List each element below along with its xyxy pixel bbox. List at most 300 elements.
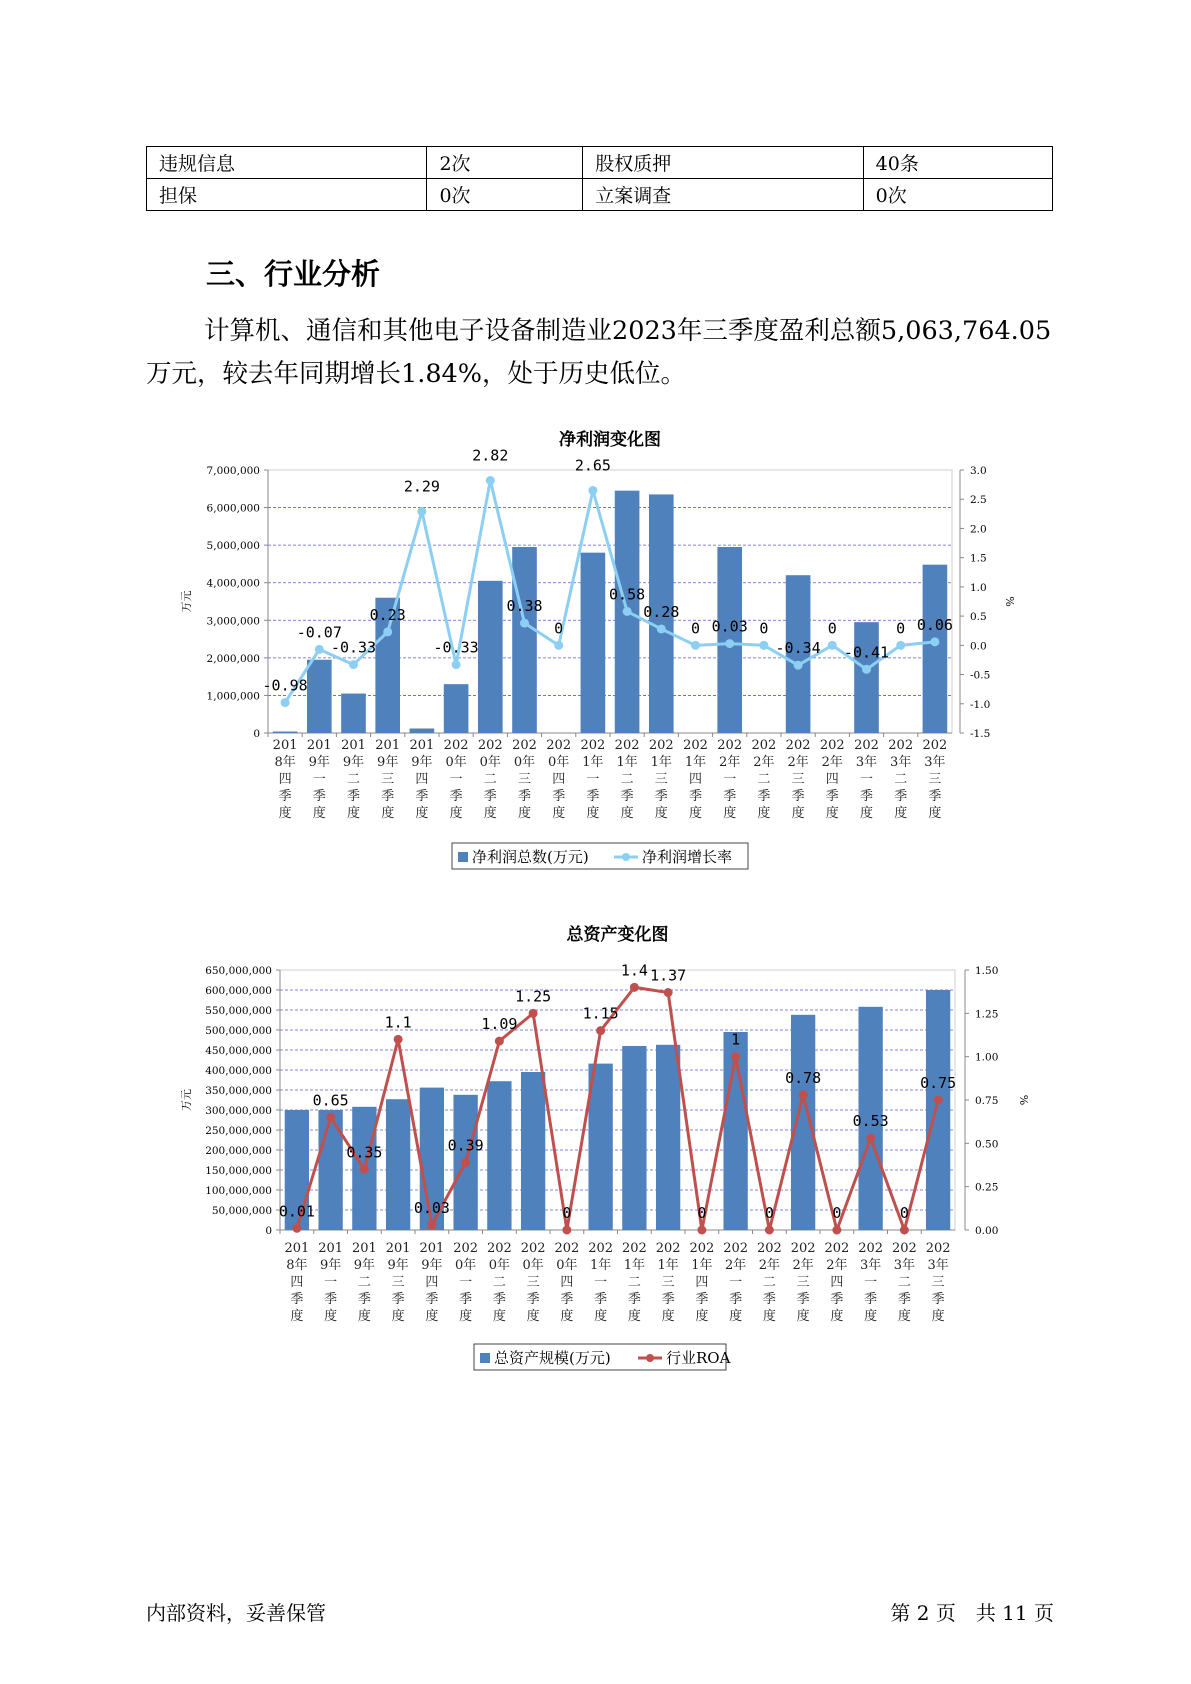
x-tick-label: 201: [375, 738, 401, 753]
footer-note: 内部资料，妥善保管: [146, 1601, 326, 1625]
x-tick-label: 9年: [342, 755, 365, 770]
data-label: 0: [896, 619, 906, 638]
x-tick-label: 三: [381, 772, 395, 787]
table-cell: 0次: [427, 179, 583, 211]
data-label: 1.4: [620, 961, 648, 980]
data-label: 0.58: [609, 585, 646, 604]
data-label: 2.65: [574, 456, 611, 475]
x-tick-label: 2年: [792, 1258, 814, 1273]
x-tick-label: 一: [859, 772, 874, 787]
x-tick-label: 度: [324, 1309, 338, 1324]
data-label: 0.06: [916, 615, 953, 634]
series-point: [315, 645, 324, 654]
y-tick-label: 0: [265, 1225, 272, 1237]
x-tick-label: 202: [785, 738, 811, 753]
x-tick-label: 202: [546, 738, 572, 753]
series-point: [520, 619, 529, 628]
x-tick-label: 度: [757, 806, 771, 821]
series-point: [394, 1035, 403, 1044]
data-label: -0.34: [775, 639, 821, 658]
data-label: 0.39: [447, 1136, 484, 1155]
data-label: 0.75: [920, 1074, 957, 1092]
series-point: [452, 660, 461, 669]
series-point: [765, 1226, 774, 1235]
x-tick-label: 202: [756, 1241, 782, 1256]
x-tick-label: 四: [425, 1275, 439, 1290]
x-tick-label: 2年: [758, 1258, 781, 1273]
y2-tick-label: 3.0: [970, 465, 987, 477]
x-tick-label: 季: [825, 789, 839, 804]
x-tick-label: 季: [312, 789, 326, 804]
x-tick-label: 四: [560, 1275, 574, 1290]
series-point: [529, 1009, 538, 1018]
x-tick-label: 202: [443, 738, 469, 753]
legend-line-marker: [646, 1354, 654, 1362]
x-tick-label: 度: [791, 806, 805, 821]
x-tick-label: 度: [627, 1309, 641, 1324]
bar: [341, 694, 366, 733]
x-tick-label: 四: [290, 1275, 304, 1290]
x-tick-label: 季: [594, 1292, 608, 1307]
x-tick-label: 9年: [387, 1258, 409, 1273]
data-label: 0: [554, 619, 564, 638]
series-point: [691, 641, 700, 650]
x-tick-label: 一: [729, 1275, 743, 1290]
series-point: [554, 641, 563, 650]
x-tick-label: 3年: [924, 755, 946, 770]
x-tick-label: 202: [922, 738, 948, 753]
bar: [307, 660, 332, 733]
x-tick-label: 二: [897, 1275, 911, 1290]
x-tick-label: 度: [552, 806, 566, 821]
series-point: [495, 1037, 504, 1046]
x-tick-label: 202: [683, 738, 708, 753]
x-tick-label: 季: [688, 789, 703, 804]
series-point: [759, 641, 768, 650]
series-point: [623, 607, 632, 616]
series-point: [832, 1226, 841, 1235]
series-point: [896, 641, 905, 650]
y-axis-title: 万元: [180, 590, 193, 613]
x-tick-label: 度: [492, 1309, 506, 1324]
x-tick-label: 一: [312, 772, 326, 787]
x-tick-label: 201: [385, 1241, 411, 1256]
x-tick-label: 度: [425, 1309, 439, 1324]
x-tick-label: 1年: [691, 1258, 713, 1273]
data-label: 0: [759, 619, 769, 638]
x-tick-label: 度: [859, 806, 874, 821]
x-tick-label: 一: [723, 772, 737, 787]
bar: [386, 1099, 410, 1230]
bar: [656, 1045, 680, 1230]
x-tick-label: 度: [762, 1309, 776, 1324]
y2-tick-label: 0.75: [975, 1095, 999, 1107]
x-tick-label: 3年: [855, 755, 878, 770]
data-label: 0: [899, 1204, 909, 1222]
data-label: -0.41: [843, 643, 890, 662]
x-tick-label: 季: [357, 1292, 371, 1307]
y-tick-label: 300,000,000: [205, 1105, 272, 1117]
y2-tick-label: 2.0: [970, 523, 987, 536]
x-tick-label: 度: [897, 1309, 911, 1324]
x-tick-label: 二: [762, 1275, 776, 1290]
x-tick-label: 四: [688, 772, 703, 787]
x-tick-label: 201: [318, 1241, 344, 1256]
x-tick-label: 3年: [890, 755, 912, 770]
x-tick-label: 度: [695, 1309, 709, 1324]
x-tick-label: 度: [357, 1309, 371, 1324]
chart-title: 净利润变化图: [559, 430, 661, 450]
x-tick-label: 季: [324, 1292, 338, 1307]
x-tick-label: 度: [312, 806, 326, 821]
y2-tick-label: 0.25: [975, 1181, 999, 1194]
x-tick-label: 季: [931, 1292, 945, 1307]
x-tick-label: 度: [415, 806, 429, 821]
data-label: 2.82: [472, 446, 509, 465]
series-point: [664, 988, 673, 997]
series-point: [866, 1134, 875, 1143]
x-tick-label: 0年: [488, 1258, 511, 1273]
legend-bar-label: 总资产规模(万元): [494, 1349, 611, 1367]
y-tick-label: 3,000,000: [206, 615, 260, 628]
data-label: 0.35: [346, 1143, 383, 1162]
series-point: [461, 1158, 470, 1167]
x-tick-label: 季: [381, 789, 395, 804]
series-point: [630, 983, 639, 992]
bar: [521, 1072, 545, 1230]
data-label: 1.37: [650, 966, 687, 985]
x-tick-label: 三: [791, 772, 805, 787]
info-table-body: [147, 147, 1053, 211]
data-label: 0.28: [643, 602, 680, 621]
legend-line-label: 行业ROA: [666, 1349, 731, 1367]
net-profit-chart: [0, 425, 1191, 885]
x-tick-label: 201: [351, 1241, 377, 1256]
x-tick-label: 度: [459, 1309, 473, 1324]
x-tick-label: 季: [492, 1292, 506, 1307]
data-label: 1: [731, 1030, 741, 1049]
y-tick-label: 200,000,000: [205, 1145, 272, 1157]
x-tick-label: 季: [627, 1292, 641, 1307]
x-tick-label: 季: [415, 789, 429, 804]
data-label: 1.1: [384, 1013, 412, 1032]
x-tick-label: 1年: [582, 755, 604, 770]
x-tick-label: 季: [526, 1292, 540, 1307]
x-tick-label: 季: [661, 1292, 675, 1307]
x-tick-label: 202: [854, 738, 879, 753]
series-point: [794, 661, 803, 670]
series-point: [596, 1026, 605, 1035]
y-tick-label: 550,000,000: [205, 1005, 272, 1017]
x-tick-label: 3年: [893, 1258, 916, 1273]
x-tick-label: 1年: [589, 1258, 612, 1273]
y-tick-label: 100,000,000: [205, 1185, 272, 1197]
x-tick-label: 度: [290, 1309, 304, 1324]
x-tick-label: 9年: [308, 755, 330, 770]
x-tick-label: 三: [517, 772, 532, 787]
x-tick-label: 202: [723, 1241, 749, 1256]
x-tick-label: 1年: [623, 1258, 646, 1273]
x-tick-label: 度: [931, 1309, 945, 1324]
series-point: [281, 698, 290, 707]
x-tick-label: 201: [272, 738, 298, 753]
x-tick-label: 1年: [684, 755, 707, 770]
legend-line-marker: [622, 853, 630, 861]
x-tick-label: 8年: [274, 755, 296, 770]
x-tick-label: 201: [284, 1241, 310, 1256]
data-label: 0: [832, 1204, 842, 1222]
x-tick-label: 季: [290, 1292, 304, 1307]
section-paragraph: 计算机、通信和其他电子设备制造业2023年三季度盈利总额5,063,764.05万元，较去年同期增长1.84%，处于历史低位。: [146, 316, 1052, 389]
y-tick-label: 6,000,000: [206, 502, 260, 515]
table-cell: 0次: [863, 179, 1052, 211]
y-tick-label: 4,000,000: [206, 577, 260, 590]
y2-tick-label: 1.25: [975, 1008, 999, 1021]
y-axis-title: 万元: [180, 1089, 193, 1111]
x-tick-label: 度: [723, 806, 737, 821]
series-point: [657, 624, 666, 633]
y-tick-label: 0: [253, 728, 260, 740]
x-tick-label: 202: [655, 1241, 681, 1256]
y-tick-label: 600,000,000: [205, 985, 272, 997]
y-tick-label: 2,000,000: [206, 652, 260, 665]
y-tick-label: 5,000,000: [206, 540, 260, 553]
x-tick-label: 202: [751, 738, 777, 753]
x-tick-label: 202: [891, 1241, 917, 1256]
section-title: 三、行业分析: [206, 257, 381, 291]
x-tick-label: 8年: [286, 1258, 308, 1273]
y2-tick-label: -1.5: [970, 728, 991, 740]
x-tick-label: 度: [278, 806, 292, 821]
x-tick-label: 三: [661, 1275, 675, 1290]
y-tick-label: 7,000,000: [206, 465, 260, 477]
x-tick-label: 202: [824, 1241, 850, 1256]
x-tick-label: 季: [859, 789, 874, 804]
x-tick-label: 一: [864, 1275, 878, 1290]
table-cell: 违规信息: [147, 147, 427, 179]
y-tick-label: 400,000,000: [205, 1065, 272, 1077]
x-tick-label: 季: [346, 789, 361, 804]
x-tick-label: 度: [620, 806, 634, 821]
y-tick-label: 650,000,000: [205, 965, 272, 977]
x-tick-label: 季: [757, 789, 771, 804]
x-tick-label: 201: [409, 738, 435, 753]
x-tick-label: 2年: [719, 755, 741, 770]
data-label: 2.29: [403, 477, 440, 496]
y2-tick-label: 1.00: [975, 1051, 999, 1064]
x-tick-label: 2年: [821, 755, 843, 770]
bar: [487, 1081, 511, 1230]
x-tick-label: 202: [512, 738, 537, 753]
x-tick-label: 二: [894, 772, 908, 787]
y-tick-label: 50,000,000: [211, 1205, 272, 1217]
x-tick-label: 3年: [927, 1258, 949, 1273]
bar: [791, 1015, 815, 1230]
x-tick-label: 三: [654, 772, 668, 787]
table-cell: 股权质押: [583, 147, 863, 179]
x-tick-label: 202: [790, 1241, 816, 1256]
x-tick-label: 二: [757, 772, 771, 787]
bar: [622, 1046, 646, 1230]
data-label: 0.38: [506, 597, 543, 616]
x-tick-label: 0年: [522, 1258, 544, 1273]
legend-line-label: 净利润增长率: [642, 848, 733, 866]
x-tick-label: 三: [526, 1275, 540, 1290]
x-tick-label: 度: [586, 806, 600, 821]
series-point: [326, 1113, 335, 1122]
x-tick-label: 202: [453, 1241, 479, 1256]
x-tick-label: 度: [729, 1309, 743, 1324]
data-label: 1.25: [515, 987, 552, 1006]
total-assets-chart: [0, 925, 1191, 1380]
x-tick-label: 季: [517, 789, 532, 804]
x-tick-label: 二: [346, 772, 361, 787]
data-label: 1.09: [481, 1015, 518, 1034]
x-tick-label: 202: [580, 738, 606, 753]
x-tick-label: 季: [560, 1292, 574, 1307]
series-point: [383, 627, 392, 636]
x-tick-label: 1年: [616, 755, 638, 770]
x-tick-label: 一: [586, 772, 600, 787]
x-tick-label: 度: [346, 806, 361, 821]
x-tick-label: 季: [425, 1292, 439, 1307]
data-label: 0.78: [785, 1068, 822, 1087]
x-tick-label: 四: [415, 772, 429, 787]
x-tick-label: 0年: [548, 755, 570, 770]
x-tick-label: 二: [492, 1275, 506, 1290]
x-tick-label: 四: [552, 772, 566, 787]
x-tick-label: 季: [278, 789, 292, 804]
x-tick-label: 一: [324, 1275, 338, 1290]
y2-tick-label: 1.5: [970, 552, 987, 565]
x-tick-label: 202: [925, 1241, 951, 1256]
x-tick-label: 0年: [513, 755, 536, 770]
x-tick-label: 度: [594, 1309, 608, 1324]
x-tick-label: 度: [661, 1309, 675, 1324]
x-tick-label: 2年: [787, 755, 809, 770]
series-point: [292, 1224, 301, 1233]
series-point: [486, 476, 495, 485]
x-tick-label: 季: [928, 789, 942, 804]
x-tick-label: 度: [517, 806, 532, 821]
x-tick-label: 二: [627, 1275, 641, 1290]
x-tick-label: 季: [586, 789, 600, 804]
series-point: [427, 1220, 436, 1229]
x-tick-label: 季: [391, 1292, 405, 1307]
x-tick-label: 0年: [556, 1258, 578, 1273]
series-point: [934, 1096, 943, 1105]
table-row: [147, 179, 1053, 211]
legend-bar-label: 净利润总数(万元): [472, 848, 589, 866]
x-tick-label: 9年: [319, 1258, 342, 1273]
x-tick-label: 季: [483, 789, 497, 804]
x-tick-label: 三: [391, 1275, 405, 1290]
series-point: [562, 1226, 571, 1235]
x-tick-label: 季: [791, 789, 805, 804]
series-point: [725, 639, 734, 648]
x-tick-label: 季: [459, 1292, 473, 1307]
x-tick-label: 四: [825, 772, 839, 787]
y-tick-label: 250,000,000: [205, 1125, 272, 1137]
x-tick-label: 2年: [724, 1258, 747, 1273]
y2-tick-label: 0.00: [975, 1225, 999, 1237]
x-tick-label: 202: [888, 738, 914, 753]
x-tick-label: 度: [864, 1309, 878, 1324]
x-tick-label: 二: [620, 772, 634, 787]
series-point: [828, 641, 837, 650]
chart-svg: [0, 925, 1191, 1380]
x-tick-label: 二: [357, 1275, 371, 1290]
info-table: [146, 146, 1053, 211]
x-tick-label: 季: [864, 1292, 878, 1307]
series-point: [360, 1165, 369, 1174]
y2-tick-label: 0.5: [970, 611, 987, 624]
x-tick-label: 202: [486, 1241, 512, 1256]
data-label: 1.15: [582, 1004, 619, 1023]
series-point: [697, 1226, 706, 1235]
chart-title: 总资产变化图: [566, 925, 669, 945]
x-tick-label: 一: [594, 1275, 608, 1290]
x-tick-label: 2年: [753, 755, 775, 770]
x-tick-label: 202: [621, 1241, 647, 1256]
bar: [854, 622, 879, 733]
x-tick-label: 度: [928, 806, 942, 821]
x-tick-label: 202: [520, 1241, 546, 1256]
y-tick-label: 350,000,000: [205, 1085, 272, 1097]
x-tick-label: 三: [796, 1275, 810, 1290]
series-point: [349, 660, 358, 669]
x-tick-label: 度: [830, 1309, 844, 1324]
x-tick-label: 度: [381, 806, 395, 821]
x-tick-label: 0年: [479, 755, 501, 770]
bar: [581, 553, 606, 733]
x-tick-label: 四: [695, 1275, 709, 1290]
bar: [444, 684, 469, 733]
y-tick-label: 150,000,000: [205, 1165, 272, 1177]
x-tick-label: 1年: [650, 755, 672, 770]
x-tick-label: 202: [819, 738, 845, 753]
x-tick-label: 度: [688, 806, 703, 821]
x-tick-label: 度: [449, 806, 463, 821]
series-point: [930, 637, 939, 646]
x-tick-label: 9年: [353, 1258, 376, 1273]
series-point: [417, 507, 426, 516]
data-label: 0.23: [369, 605, 406, 624]
data-label: 0.01: [278, 1202, 315, 1221]
data-label: 0: [562, 1204, 572, 1222]
x-tick-label: 9年: [377, 755, 399, 770]
y2-tick-label: 0.0: [970, 640, 987, 653]
x-tick-label: 一: [449, 772, 463, 787]
x-tick-label: 202: [588, 1241, 614, 1256]
x-tick-label: 季: [762, 1292, 776, 1307]
series-point: [588, 486, 597, 495]
x-tick-label: 度: [894, 806, 908, 821]
bar: [410, 728, 435, 733]
bar: [923, 565, 948, 733]
x-tick-label: 202: [689, 1241, 715, 1256]
x-tick-label: 202: [858, 1241, 884, 1256]
table-cell: 2次: [427, 147, 583, 179]
legend-bar-swatch: [480, 1353, 490, 1363]
data-label: 0.65: [312, 1091, 349, 1110]
data-label: 0: [697, 1204, 707, 1222]
bar: [273, 731, 298, 733]
x-tick-label: 季: [620, 789, 634, 804]
data-label: 0.03: [711, 617, 748, 636]
x-tick-label: 201: [306, 738, 332, 753]
data-label: -0.98: [262, 676, 308, 695]
